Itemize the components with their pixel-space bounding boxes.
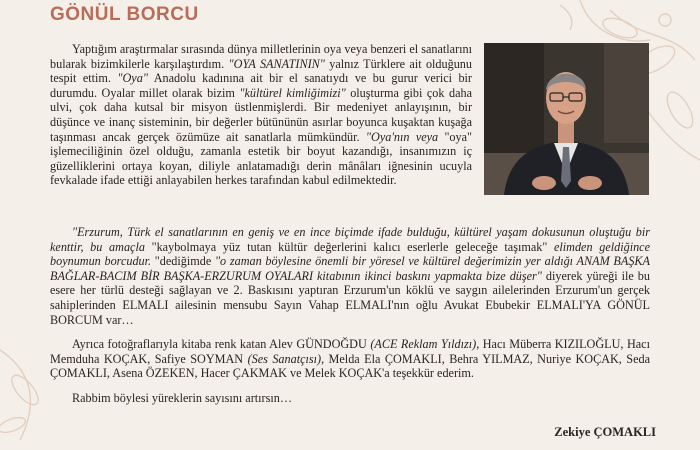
p1-segment: "Oya'nın veya (365, 129, 439, 144)
page-title: GÖNÜL BORCU (50, 4, 199, 25)
paragraph-intro (50, 42, 472, 188)
p1-segment: oluşturma gibi çok daha ulvi, çok daha kutsal bir misyon üstlenmişlerdi. Bir medeniyet anlayışının, bir düşünce ve inanç sisteminin, bir değerler bütününün asırlar boyunca kuşaktan kuşağa taşınması ancak gerçek özümüze ait sanatlarla mümkündür. (50, 85, 472, 144)
p1-segment: "OYA SANATININ" (228, 56, 325, 71)
portrait-photo (484, 43, 649, 195)
p2-segment: diyerek yüreği ile bu esere her türlü desteği sağlayan ve 2. Baskısını yaptıran Erzurum'un köklü ve saygın ailelerinden Erzurum'un gerçek sahiplerinden ELMALI ailesinin mensubu Sayın Vahap ELMALI'nın oğlu Avukat Ebubekir ELMALI'YA GÖNÜL BORCUM var… (50, 268, 650, 327)
p3-segment: (Ses Sanatçısı) (247, 351, 322, 366)
p2-segment: "o zaman böylesine önemli bir yöresel ve kültürel değerimizin yer aldığı ANAM BAŞKA BAĞLAR-BACIM BİR BAŞKA-ERZURUM OYALARI kitabının ikinci baskını yapmakta bize düşer" (50, 254, 650, 283)
signature: Zekiye ÇOMAKLI (554, 425, 656, 439)
p2-segment: "dediğimde (151, 254, 215, 269)
p1-segment: Anadolu kadınına ait bir el sanatıydı ve bu gurur verici bir durumdu. Oyalar millet olarak bizim (50, 71, 472, 100)
p1-segment: "oya" işlemeciliğinin özel olduğu, zamanla estetik bir boyut kazandığı, insanımızın iç güzelliklerini ortaya koyan, diliyle anlatamadığı derin mânâları iğnesinin ucuyla fevkalade ifade ettiği anlayabilen herkes tarafından kabul edilmektedir. (50, 129, 472, 188)
p2-segment: "kaybolmaya yüz tutan kültür değerlerini kalıcı eserlerle geleceğe taşımak" (144, 239, 554, 254)
paragraph-closing: Rabbim böylesi yüreklerin sayısını artırsın… (72, 390, 293, 405)
text-body-bottom (50, 225, 650, 416)
p2-segment: elimden geldiğince boynumun borcudur. (50, 239, 651, 269)
text-column-top (50, 42, 472, 188)
paragraph-thanks (50, 337, 650, 381)
p3-segment: (ACE Reklam Yıldızı) (370, 337, 477, 352)
p3-segment: , Hacı Müberra KIZILOĞLU, Hacı Memduha KOÇAK, Safiye SOYMAN (50, 337, 650, 366)
p1-segment: yalnız Türklere ait olduğunu tespit ettim. (50, 56, 472, 86)
p1-segment: "Oya" (117, 71, 148, 86)
p3-segment: , Melda Ela ÇOMAKLI, Behra YILMAZ, Nuriye KOÇAK, Seda ÇOMAKLI, Asena ÖZEKEN, Hacer ÇAKMAK ve Melek KOÇAK'a teşekkür ederim. (50, 351, 650, 381)
p2-segment: "Erzurum, Türk el sanatlarının en geniş ve en ince biçimde ifade bulduğu, kültürel yaşam dokusunun oluştuğu bir kenttir, bu amaçla (50, 225, 650, 254)
p1-segment: "kültürel kimliğimizi" (239, 85, 346, 100)
p3-segment: Ayrıca fotoğraflarıyla kitaba renk katan Alev GÜNDOĞDU (72, 337, 371, 352)
paragraph-erzurum (50, 225, 650, 327)
p1-segment: Yaptığım araştırmalar sırasında dünya milletlerinin oya veya benzeri el sanatlarını bularak bizimkilerle karşılaştırdım. (50, 42, 472, 71)
